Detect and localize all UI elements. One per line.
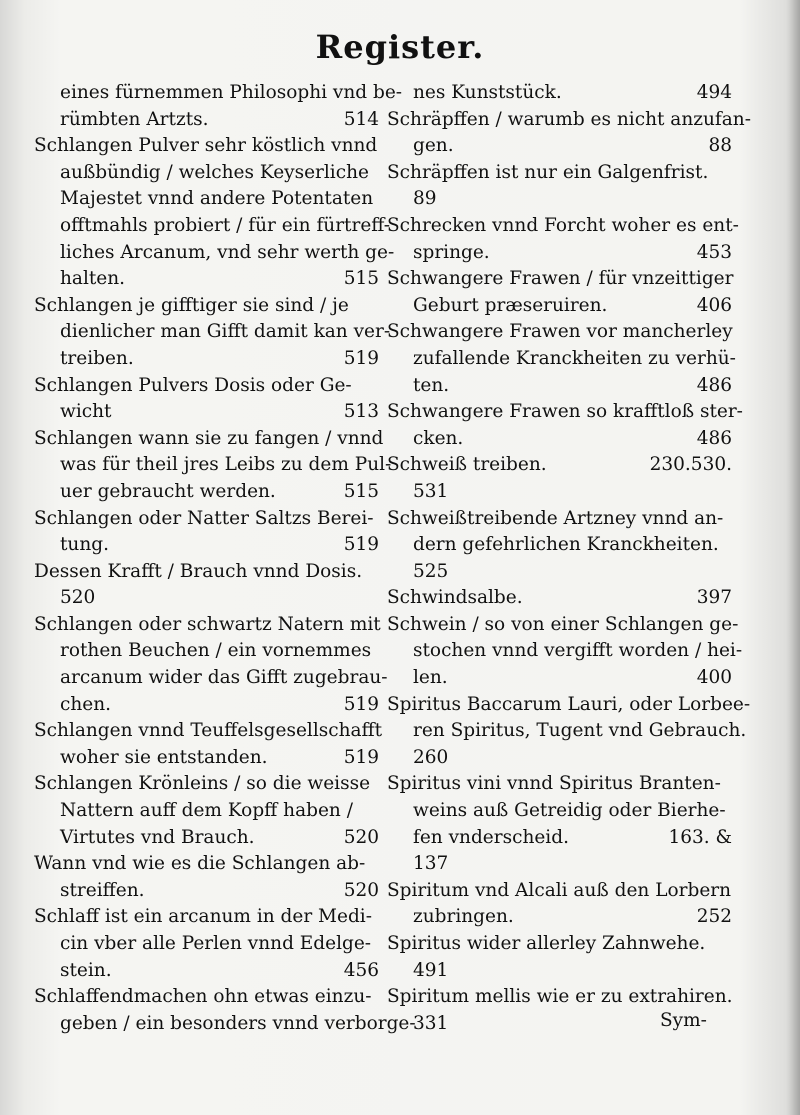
entry-text: nes Kunststück. (413, 82, 562, 103)
entry-text: woher sie entstanden. (60, 746, 268, 768)
register-entry (34, 904, 379, 984)
entry-text: Schwindsalbe. (387, 587, 523, 609)
register-entry (387, 266, 732, 319)
entry-text: Schwein / so von einer Schlangen ge- (387, 613, 739, 635)
entry-text: Schrecken vnnd Forcht woher es ent- (387, 214, 739, 236)
entry-line (387, 293, 732, 320)
entry-line (387, 532, 732, 559)
entry-line (387, 665, 732, 692)
register-entry (34, 559, 379, 612)
entry-line (34, 718, 383, 745)
entry-text: chen. (60, 693, 112, 715)
register-entry (387, 692, 751, 772)
entry-text: Spiritus Baccarum Lauri, oder Lorbee- (387, 693, 751, 715)
entry-line (34, 426, 384, 453)
entry-line (387, 904, 732, 931)
entry-text: Schlangen Pulvers Dosis oder Ge- (34, 374, 352, 396)
entry-text: offtmahls probiert / für ein fürtreff- (60, 214, 391, 236)
entry-line (34, 240, 395, 267)
entry-text: Virtutes vnd Brauch. (60, 826, 255, 848)
entry-line (34, 160, 379, 187)
entry-line (387, 984, 732, 1011)
entry-line (387, 798, 732, 825)
entry-line (34, 771, 379, 798)
entry-line (34, 851, 379, 878)
page-reference: 514 (343, 108, 379, 130)
entry-line (387, 851, 732, 878)
entry-line (387, 585, 732, 612)
page-reference: 520 (343, 826, 379, 848)
page-reference: 456 (343, 959, 379, 981)
entry-text: Schweiß treiben. (387, 454, 547, 476)
register-entry (387, 213, 739, 266)
page-reference: 252 (696, 906, 732, 928)
entry-text: stochen vnnd vergifft worden / hei- (413, 640, 743, 662)
entry-text: weins auß Getreidig oder Bierhe- (413, 800, 726, 822)
page-reference: 515 (343, 480, 379, 502)
entry-line (387, 479, 732, 506)
register-entry (387, 319, 736, 399)
entry-text: 525 (413, 560, 449, 582)
entry-text: dern gefehrlichen Kranckheiten. (413, 534, 719, 556)
entry-text: arcanum wider das Gifft zugebrau- (60, 667, 388, 689)
page-reference: 519 (343, 693, 379, 715)
entry-line (387, 506, 732, 533)
page-reference: 163. & (668, 826, 732, 848)
page-reference: 486 (696, 427, 732, 449)
entry-text: 137 (413, 853, 449, 875)
entry-text: streiffen. (60, 879, 145, 901)
entry-line (34, 878, 379, 905)
entry-line (34, 825, 379, 852)
register-entry (387, 80, 732, 107)
register-entry (387, 107, 751, 160)
entry-line (34, 452, 392, 479)
entry-line (34, 745, 379, 772)
page-reference: 400 (696, 667, 732, 689)
entry-text: Geburt præseruiren. (413, 294, 608, 316)
entry-line (387, 745, 732, 772)
page-reference: 453 (696, 241, 732, 263)
entry-text: springe. (413, 241, 490, 263)
register-entry (387, 452, 732, 505)
entry-text: halten. (60, 268, 126, 290)
entry-line (34, 479, 379, 506)
entry-text: Schlaffendmachen ohn etwas einzu- (34, 986, 372, 1008)
entry-line (387, 213, 739, 240)
register-entry (387, 585, 732, 612)
page-reference: 88 (708, 135, 732, 157)
register-entry (34, 984, 416, 1037)
entry-line (34, 692, 379, 719)
entry-text: Schlaff ist ein arcanum in der Medi- (34, 906, 372, 928)
register-entry (34, 851, 379, 904)
entry-line (34, 958, 379, 985)
entry-text: Schräpffen ist nur ein Galgenfrist. (387, 161, 709, 183)
entry-line (34, 904, 379, 931)
register-entry (34, 718, 383, 771)
entry-line (34, 1011, 416, 1038)
entry-text: Wann vnd wie es die Schlangen ab- (34, 853, 366, 875)
register-entry (34, 771, 379, 851)
entry-line (34, 319, 391, 346)
entry-text: eines fürnemmen Philosophi vnd be- (60, 82, 403, 103)
entry-line (387, 638, 743, 665)
entry-line (387, 186, 732, 213)
entry-text: cin vber alle Perlen vnnd Edelge- (60, 933, 372, 954)
entry-line (34, 665, 388, 692)
entry-line (387, 612, 739, 639)
entry-text: Schlangen oder Natter Saltzs Berei- (34, 507, 374, 529)
entry-line (387, 771, 732, 798)
page-reference: 519 (343, 347, 379, 369)
entry-line (387, 426, 732, 453)
register-entry (34, 373, 379, 426)
entry-text: uer gebraucht werden. (60, 480, 276, 502)
entry-text: 260 (413, 746, 449, 768)
catchword: Sym- (660, 1010, 707, 1031)
entry-text: 520 (60, 587, 96, 609)
entry-line (387, 373, 732, 400)
entry-text: Nattern auff dem Kopff haben / (60, 800, 353, 822)
entry-line (387, 133, 732, 160)
register-entry (387, 506, 732, 586)
entry-text: Majestet vnnd andere Potentaten (60, 188, 374, 210)
entry-line (34, 80, 403, 107)
entry-text: 531 (413, 480, 449, 502)
entry-text: 331 (413, 1012, 449, 1034)
entry-text: Spiritum vnd Alcali auß den Lorbern (387, 879, 732, 901)
entry-text: zubringen. (413, 906, 514, 928)
entry-text: rothen Beuchen / ein vornemmes (60, 640, 372, 662)
entry-line (34, 798, 379, 825)
entry-text: 491 (413, 959, 449, 981)
entry-line (387, 718, 747, 745)
register-entry (34, 133, 395, 293)
entry-text: Schlangen Krönleins / so die weisse (34, 773, 371, 795)
page-reference: 406 (696, 294, 732, 316)
entry-line (387, 80, 732, 107)
register-entry (34, 506, 379, 559)
register-entry (34, 612, 388, 718)
entry-text: dienlicher man Gifft damit kan ver- (60, 321, 391, 343)
entry-text: was für theil jres Leibs zu dem Pul- (60, 454, 392, 476)
page-reference: 230.530. (649, 454, 732, 476)
entry-line (387, 452, 732, 479)
entry-text: Schlangen wann sie zu fangen / vnnd (34, 427, 384, 449)
entry-text: ten. (413, 374, 450, 396)
entry-line (34, 399, 379, 426)
entry-text: außbündig / welches Keyserliche (60, 161, 369, 183)
entry-line (387, 559, 732, 586)
entry-text: cken. (413, 427, 464, 449)
page-reference: 520 (343, 879, 379, 901)
register-entry (387, 160, 732, 213)
page-title: Register. (315, 28, 485, 66)
entry-text: Schwangere Frawen / für vnzeittiger (387, 268, 734, 290)
entry-text: liches Arcanum, vnd sehr werth ge- (60, 241, 395, 263)
entry-text: treiben. (60, 347, 134, 369)
entry-line (387, 399, 743, 426)
entry-line (34, 532, 379, 559)
entry-text: rümbten Artzts. (60, 108, 209, 130)
entry-text: gen. (413, 135, 454, 157)
entry-text: Schlangen je gifftiger sie sind / je (34, 294, 349, 316)
register-entry (387, 612, 743, 692)
entry-line (387, 958, 732, 985)
entry-line (387, 319, 732, 346)
page-reference: 486 (696, 374, 732, 396)
register-entry (387, 771, 732, 877)
entry-line (34, 186, 379, 213)
entry-text: stein. (60, 959, 112, 981)
right-column (387, 80, 751, 1037)
entry-text: Schlangen oder schwartz Natern mit (34, 613, 381, 635)
entry-line (34, 506, 379, 533)
entry-line (387, 346, 736, 373)
entry-text: Schlangen vnnd Teuffelsgesellschafft (34, 720, 383, 742)
entry-text: len. (413, 667, 448, 689)
entry-text: 89 (413, 188, 437, 210)
entry-line (34, 585, 379, 612)
page-reference: 519 (343, 746, 379, 768)
page-edge-shadow (786, 0, 800, 1115)
entry-line (34, 638, 379, 665)
entry-text: Spiritus wider allerley Zahnwehe. (387, 933, 706, 954)
entry-line (34, 133, 379, 160)
entry-line (34, 373, 379, 400)
entry-text: Schwangere Frawen so krafftloß ster- (387, 401, 743, 423)
entry-line (34, 346, 379, 373)
entry-text: wicht (60, 401, 112, 423)
entry-line (387, 825, 732, 852)
entry-line (34, 266, 379, 293)
entry-line (34, 984, 379, 1011)
entry-text: fen vnderscheid. (413, 826, 569, 848)
entry-line (387, 692, 751, 719)
entry-line (387, 160, 732, 187)
entry-line (387, 266, 732, 293)
entry-text: Schweißtreibende Artzney vnnd an- (387, 507, 724, 529)
page-reference: 494 (696, 82, 732, 103)
entry-text: zufallende Kranckheiten zu verhü- (413, 347, 736, 369)
entry-line (34, 107, 379, 134)
page-reference: 397 (696, 587, 732, 609)
entry-text: tung. (60, 534, 109, 556)
register-entry (34, 426, 392, 506)
entry-line (34, 931, 379, 958)
entry-text: geben / ein besonders vnnd verborge- (60, 1012, 416, 1034)
register-entry (34, 293, 391, 373)
register-entry (34, 80, 403, 133)
register-entry (387, 399, 743, 452)
entry-text: Schräpffen / warumb es nicht anzufan- (387, 108, 751, 130)
register-entry (387, 878, 732, 931)
entry-line (387, 107, 751, 134)
entry-text: Schlangen Pulver sehr köstlich vnnd (34, 135, 378, 157)
left-column (34, 80, 416, 1037)
entry-line (387, 878, 732, 905)
entry-text: Schwangere Frawen vor mancherley (387, 321, 733, 343)
entry-text: ren Spiritus, Tugent vnd Gebrauch. (413, 720, 747, 742)
register-entry (387, 931, 732, 984)
page-reference: 515 (343, 268, 379, 290)
entry-line (34, 293, 379, 320)
page-reference: 519 (343, 534, 379, 556)
entry-text: Spiritum mellis wie er zu extrahiren. (387, 986, 733, 1008)
entry-line (34, 213, 391, 240)
page-reference: 513 (343, 401, 379, 423)
entry-text: Spiritus vini vnnd Spiritus Branten- (387, 773, 721, 795)
entry-line (34, 612, 379, 639)
entry-line (387, 931, 732, 958)
entry-line (34, 559, 379, 586)
entry-line (387, 240, 732, 267)
entry-text: Dessen Krafft / Brauch vnnd Dosis. (34, 560, 363, 582)
